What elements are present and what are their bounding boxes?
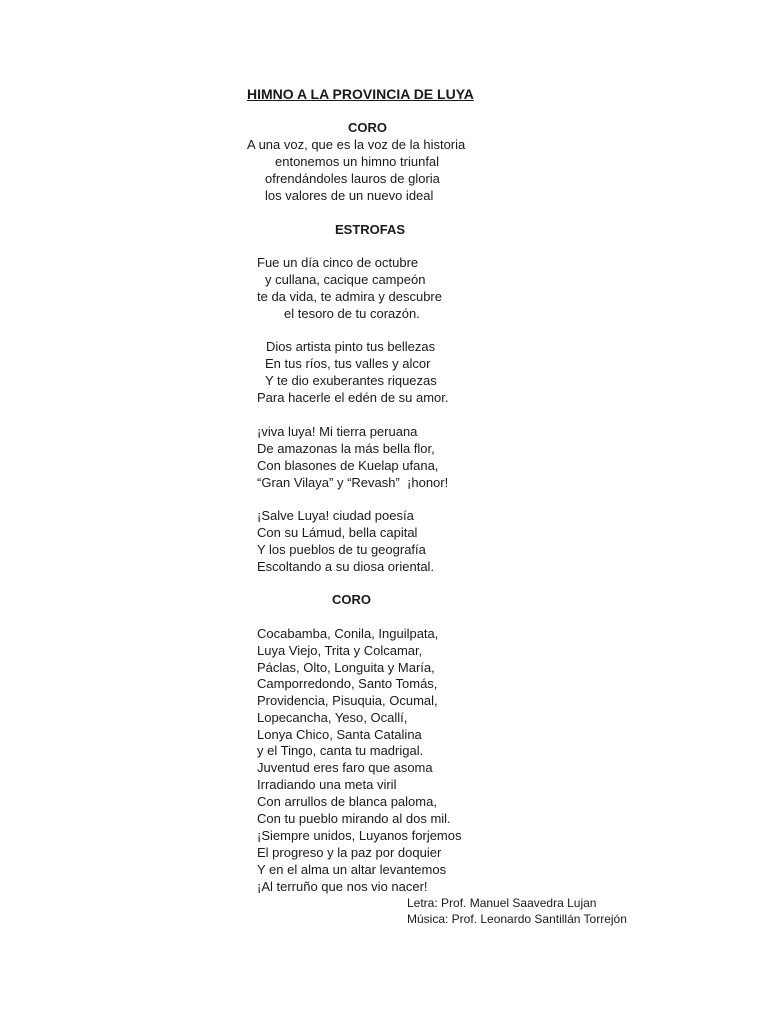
- stanza-line: te da vida, te admira y descubre: [257, 289, 442, 304]
- coro-line: los valores de un nuevo ideal: [265, 188, 434, 203]
- stanza-line: Con su Lámud, bella capital: [257, 525, 418, 540]
- stanza-line: Escoltando a su diosa oriental.: [257, 559, 435, 574]
- credit-letra: Letra: Prof. Manuel Saavedra Lujan: [407, 896, 597, 910]
- coro-line: y el Tingo, canta tu madrigal.: [257, 743, 424, 758]
- coro-heading: CORO: [332, 592, 371, 607]
- coro-line: El progreso y la paz por doquier: [257, 845, 442, 860]
- stanza-line: En tus ríos, tus valles y alcor: [265, 356, 431, 371]
- estrofas-heading: ESTROFAS: [335, 222, 406, 237]
- stanza-line: el tesoro de tu corazón.: [284, 306, 420, 321]
- coro-line: Luya Viejo, Trita y Colcamar,: [257, 643, 423, 658]
- coro-line: Y en el alma un altar levantemos: [257, 862, 447, 877]
- coro-line: ¡Al terruño que nos vio nacer!: [257, 879, 428, 894]
- coro-line: A una voz, que es la voz de la historia: [247, 137, 466, 152]
- stanza-line: Dios artista pinto tus bellezas: [266, 339, 436, 354]
- stanza-line: Con blasones de Kuelap ufana,: [257, 458, 439, 473]
- stanza-line: y cullana, cacique campeón: [265, 272, 426, 287]
- coro-line: ¡Siempre unidos, Luyanos forjemos: [257, 828, 462, 843]
- stanza-line: ¡Salve Luya! ciudad poesía: [257, 508, 414, 523]
- stanza-line: Para hacerle el edén de su amor.: [257, 390, 449, 405]
- coro-line: entonemos un himno triunfal: [275, 154, 440, 169]
- stanza-line: “Gran Vilaya” y “Revash” ¡honor!: [257, 475, 449, 490]
- coro-line: ofrendándoles lauros de gloria: [265, 171, 440, 186]
- stanza-line: De amazonas la más bella flor,: [257, 441, 435, 456]
- credit-musica: Música: Prof. Leonardo Santillán Torrejón: [407, 912, 627, 926]
- coro-line: Con arrullos de blanca paloma,: [257, 794, 437, 809]
- coro-line: Irradiando una meta viril: [257, 777, 397, 792]
- stanza-line: Y te dio exuberantes riquezas: [265, 373, 437, 388]
- coro-line: Con tu pueblo mirando al dos mil.: [257, 811, 451, 826]
- coro-line: Páclas, Olto, Longuita y María,: [257, 660, 435, 675]
- coro-line: Juventud eres faro que asoma: [257, 760, 433, 775]
- coro-line: Camporredondo, Santo Tomás,: [257, 676, 438, 691]
- stanza-line: Fue un día cinco de octubre: [257, 255, 419, 270]
- coro-line: Lopecancha, Yeso, Ocallí,: [257, 710, 408, 725]
- stanza-line: ¡viva luya! Mi tierra peruana: [257, 424, 418, 439]
- page-title: HIMNO A LA PROVINCIA DE LUYA: [247, 86, 474, 102]
- stanza-line: Y los pueblos de tu geografía: [257, 542, 426, 557]
- coro-line: Providencia, Pisuquia, Ocumal,: [257, 693, 438, 708]
- coro-line: Lonya Chico, Santa Catalina: [257, 727, 422, 742]
- coro-heading: CORO: [348, 120, 387, 135]
- coro-line: Cocabamba, Conila, Inguilpata,: [257, 626, 439, 641]
